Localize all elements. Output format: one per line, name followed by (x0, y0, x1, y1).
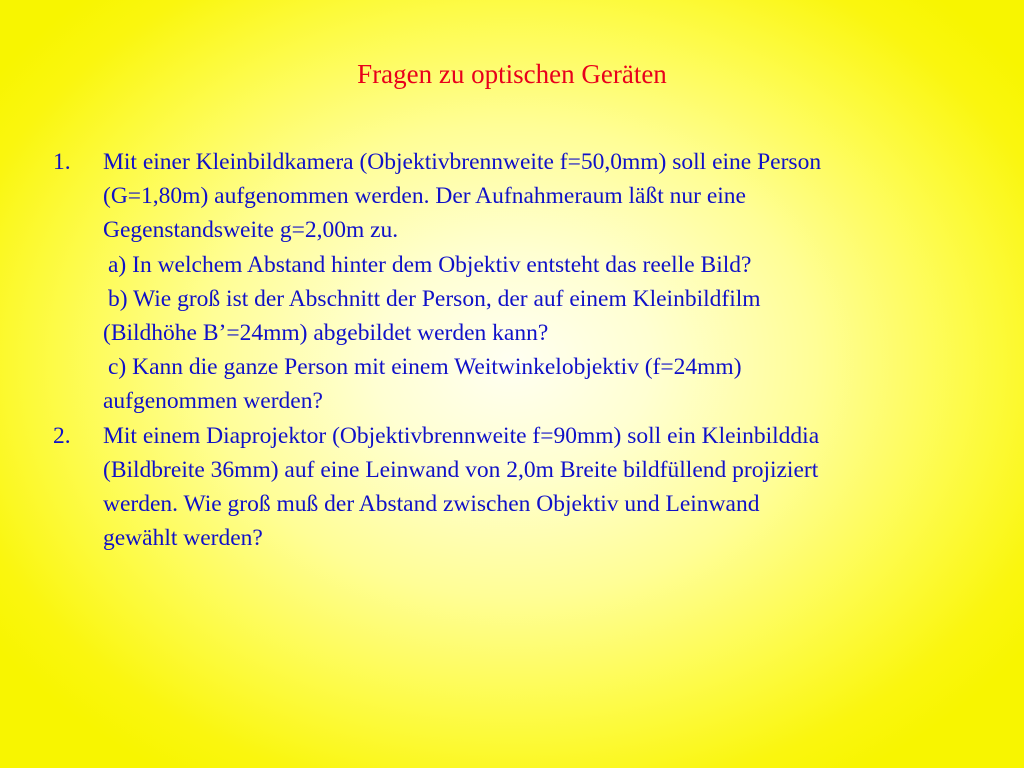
question-text-line: (G=1,80m) aufgenommen werden. Der Aufnahmeraum läßt nur eine (103, 183, 746, 210)
question-text-line: (Bildbreite 36mm) auf eine Leinwand von 2,0m Breite bildfüllend projiziert (103, 456, 819, 483)
question-text-line: Mit einem Diaprojektor (Objektivbrennweite f=90mm) soll ein Kleinbilddia (103, 422, 820, 449)
subquestion-c-continuation: aufgenommen werden? (103, 388, 323, 415)
question-list (0, 145, 1024, 555)
slide-title: Fragen zu optischen Geräten (357, 59, 667, 89)
question-number: 1. (53, 149, 71, 175)
subquestion-c: c) Kann die ganze Person mit einem Weitwinkelobjektiv (f=24mm) (108, 354, 742, 381)
subquestion-a: a) In welchem Abstand hinter dem Objektiv entsteht das reelle Bild? (108, 251, 752, 278)
question-text-line: Gegenstandsweite g=2,00m zu. (103, 217, 399, 244)
subquestion-b-continuation: (Bildhöhe B’=24mm) abgebildet werden kann? (103, 320, 549, 347)
subquestion-b: b) Wie groß ist der Abschnitt der Person, der auf einem Kleinbildfilm (108, 285, 761, 312)
question-text-line: Mit einer Kleinbildkamera (Objektivbrennweite f=50,0mm) soll eine Person (103, 149, 822, 175)
question-1 (0, 145, 983, 419)
question-2 (0, 419, 983, 556)
question-text-line: werden. Wie groß muß der Abstand zwischen Objektiv und Leinwand (103, 491, 760, 518)
question-number: 2. (53, 422, 71, 449)
question-text-line: gewählt werden? (103, 525, 263, 552)
